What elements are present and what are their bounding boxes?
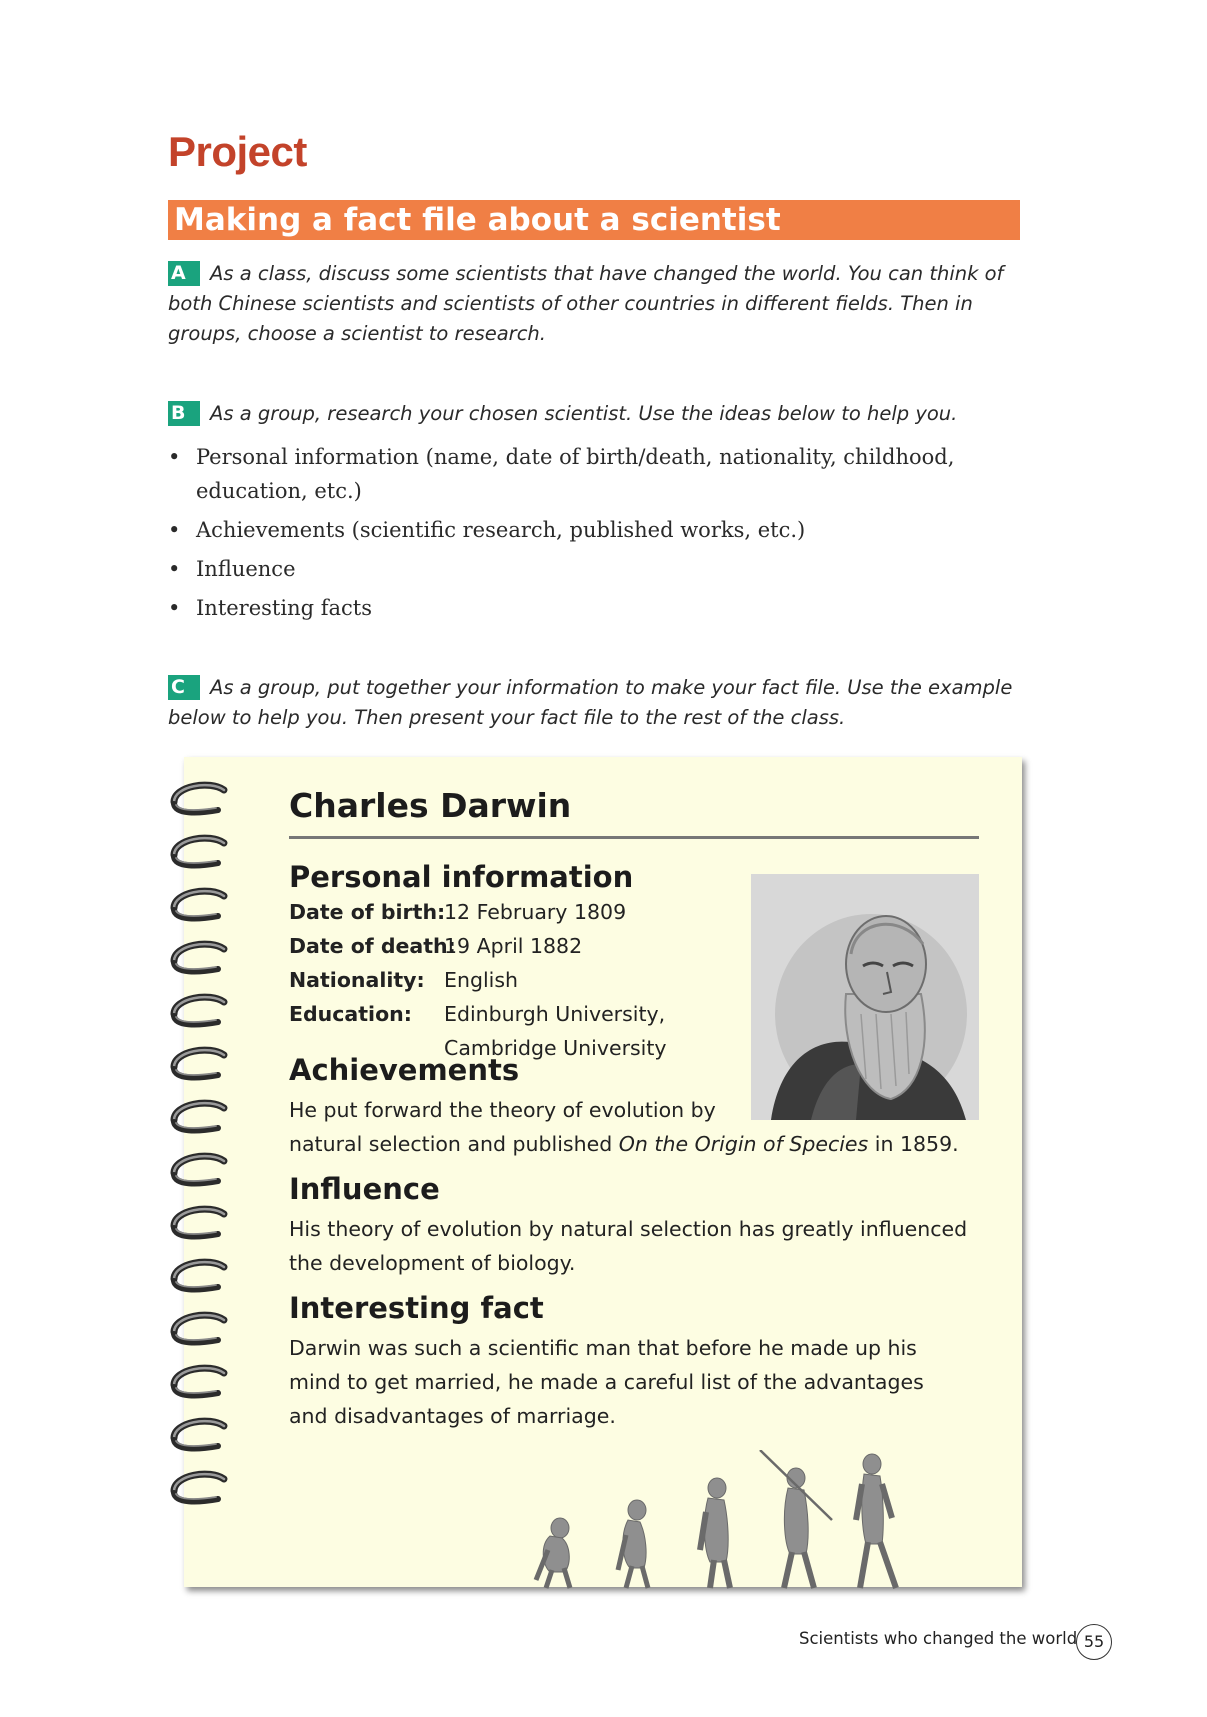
list-item: • Achievements (scientific research, published works, etc.) [168,513,1026,547]
info-label: Nationality: [289,968,425,992]
task-letter-badge: C [168,675,200,700]
darwin-portrait-image [751,874,979,1120]
task-letter-badge: B [168,401,200,426]
task-c [168,673,1026,733]
task-letter-badge: A [168,261,200,286]
task-a [168,259,1026,349]
evolution-illustration-icon [520,1450,940,1592]
interesting-fact-heading: Interesting fact [289,1291,544,1325]
influence-text: His theory of evolution by natural selection has greatly influenced the development of biology. [289,1217,968,1275]
info-value: Edinburgh University, [444,1002,666,1026]
achievements-line [289,1127,989,1161]
info-label: Date of birth: [289,900,446,924]
list-item: • Influence [168,552,1026,586]
section-banner: Making a fact file about a scientist [168,200,1020,240]
info-value: 12 February 1809 [444,900,627,924]
achievements-text-part: in 1859. [868,1132,959,1156]
achievements-line: He put forward the theory of evolution by [289,1098,716,1122]
book-title: On the Origin of Species [618,1132,869,1156]
task-b [168,399,1026,429]
list-item: • Personal information (name, date of birth/death, nationality, childhood, education, etc.) [168,440,1026,508]
list-item: • Interesting facts [168,591,1026,625]
task-text: As a group, research your chosen scientist. Use the ideas below to help you. [210,402,958,425]
page-number: 55 [1076,1624,1112,1660]
interesting-fact-text: Darwin was such a scientific man that before he made up his mind to get married, he made a careful list of the advantages and disadvantages of marriage. [289,1336,924,1428]
spiral-binding-icon [166,780,232,1540]
info-value: 19 April 1882 [444,934,583,958]
influence-heading: Influence [289,1172,440,1206]
personal-info-heading: Personal information [289,860,634,894]
info-label: Education: [289,1002,412,1026]
achievements-text [289,1093,989,1161]
achievements-text-part: natural selection and published [289,1132,619,1156]
title-divider [289,836,979,839]
task-text: As a class, discuss some scientists that have changed the world. You can think of both Chinese scientists and scientists of other countries in different fields. Then in groups, choose a scientist to research. [168,262,1004,345]
info-value: English [444,968,519,992]
scientist-name: Charles Darwin [289,786,572,825]
research-ideas-list [168,440,1026,630]
page-title: Project [168,128,307,175]
info-value: Cambridge University [444,1036,667,1060]
footer-unit-title: Scientists who changed the world [799,1629,1078,1648]
task-text: As a group, put together your information to make your fact file. Use the example below to help you. Then present your fact file to the rest of the class. [168,676,1013,729]
achievements-heading: Achievements [289,1053,520,1087]
info-label: Date of death: [289,934,456,958]
